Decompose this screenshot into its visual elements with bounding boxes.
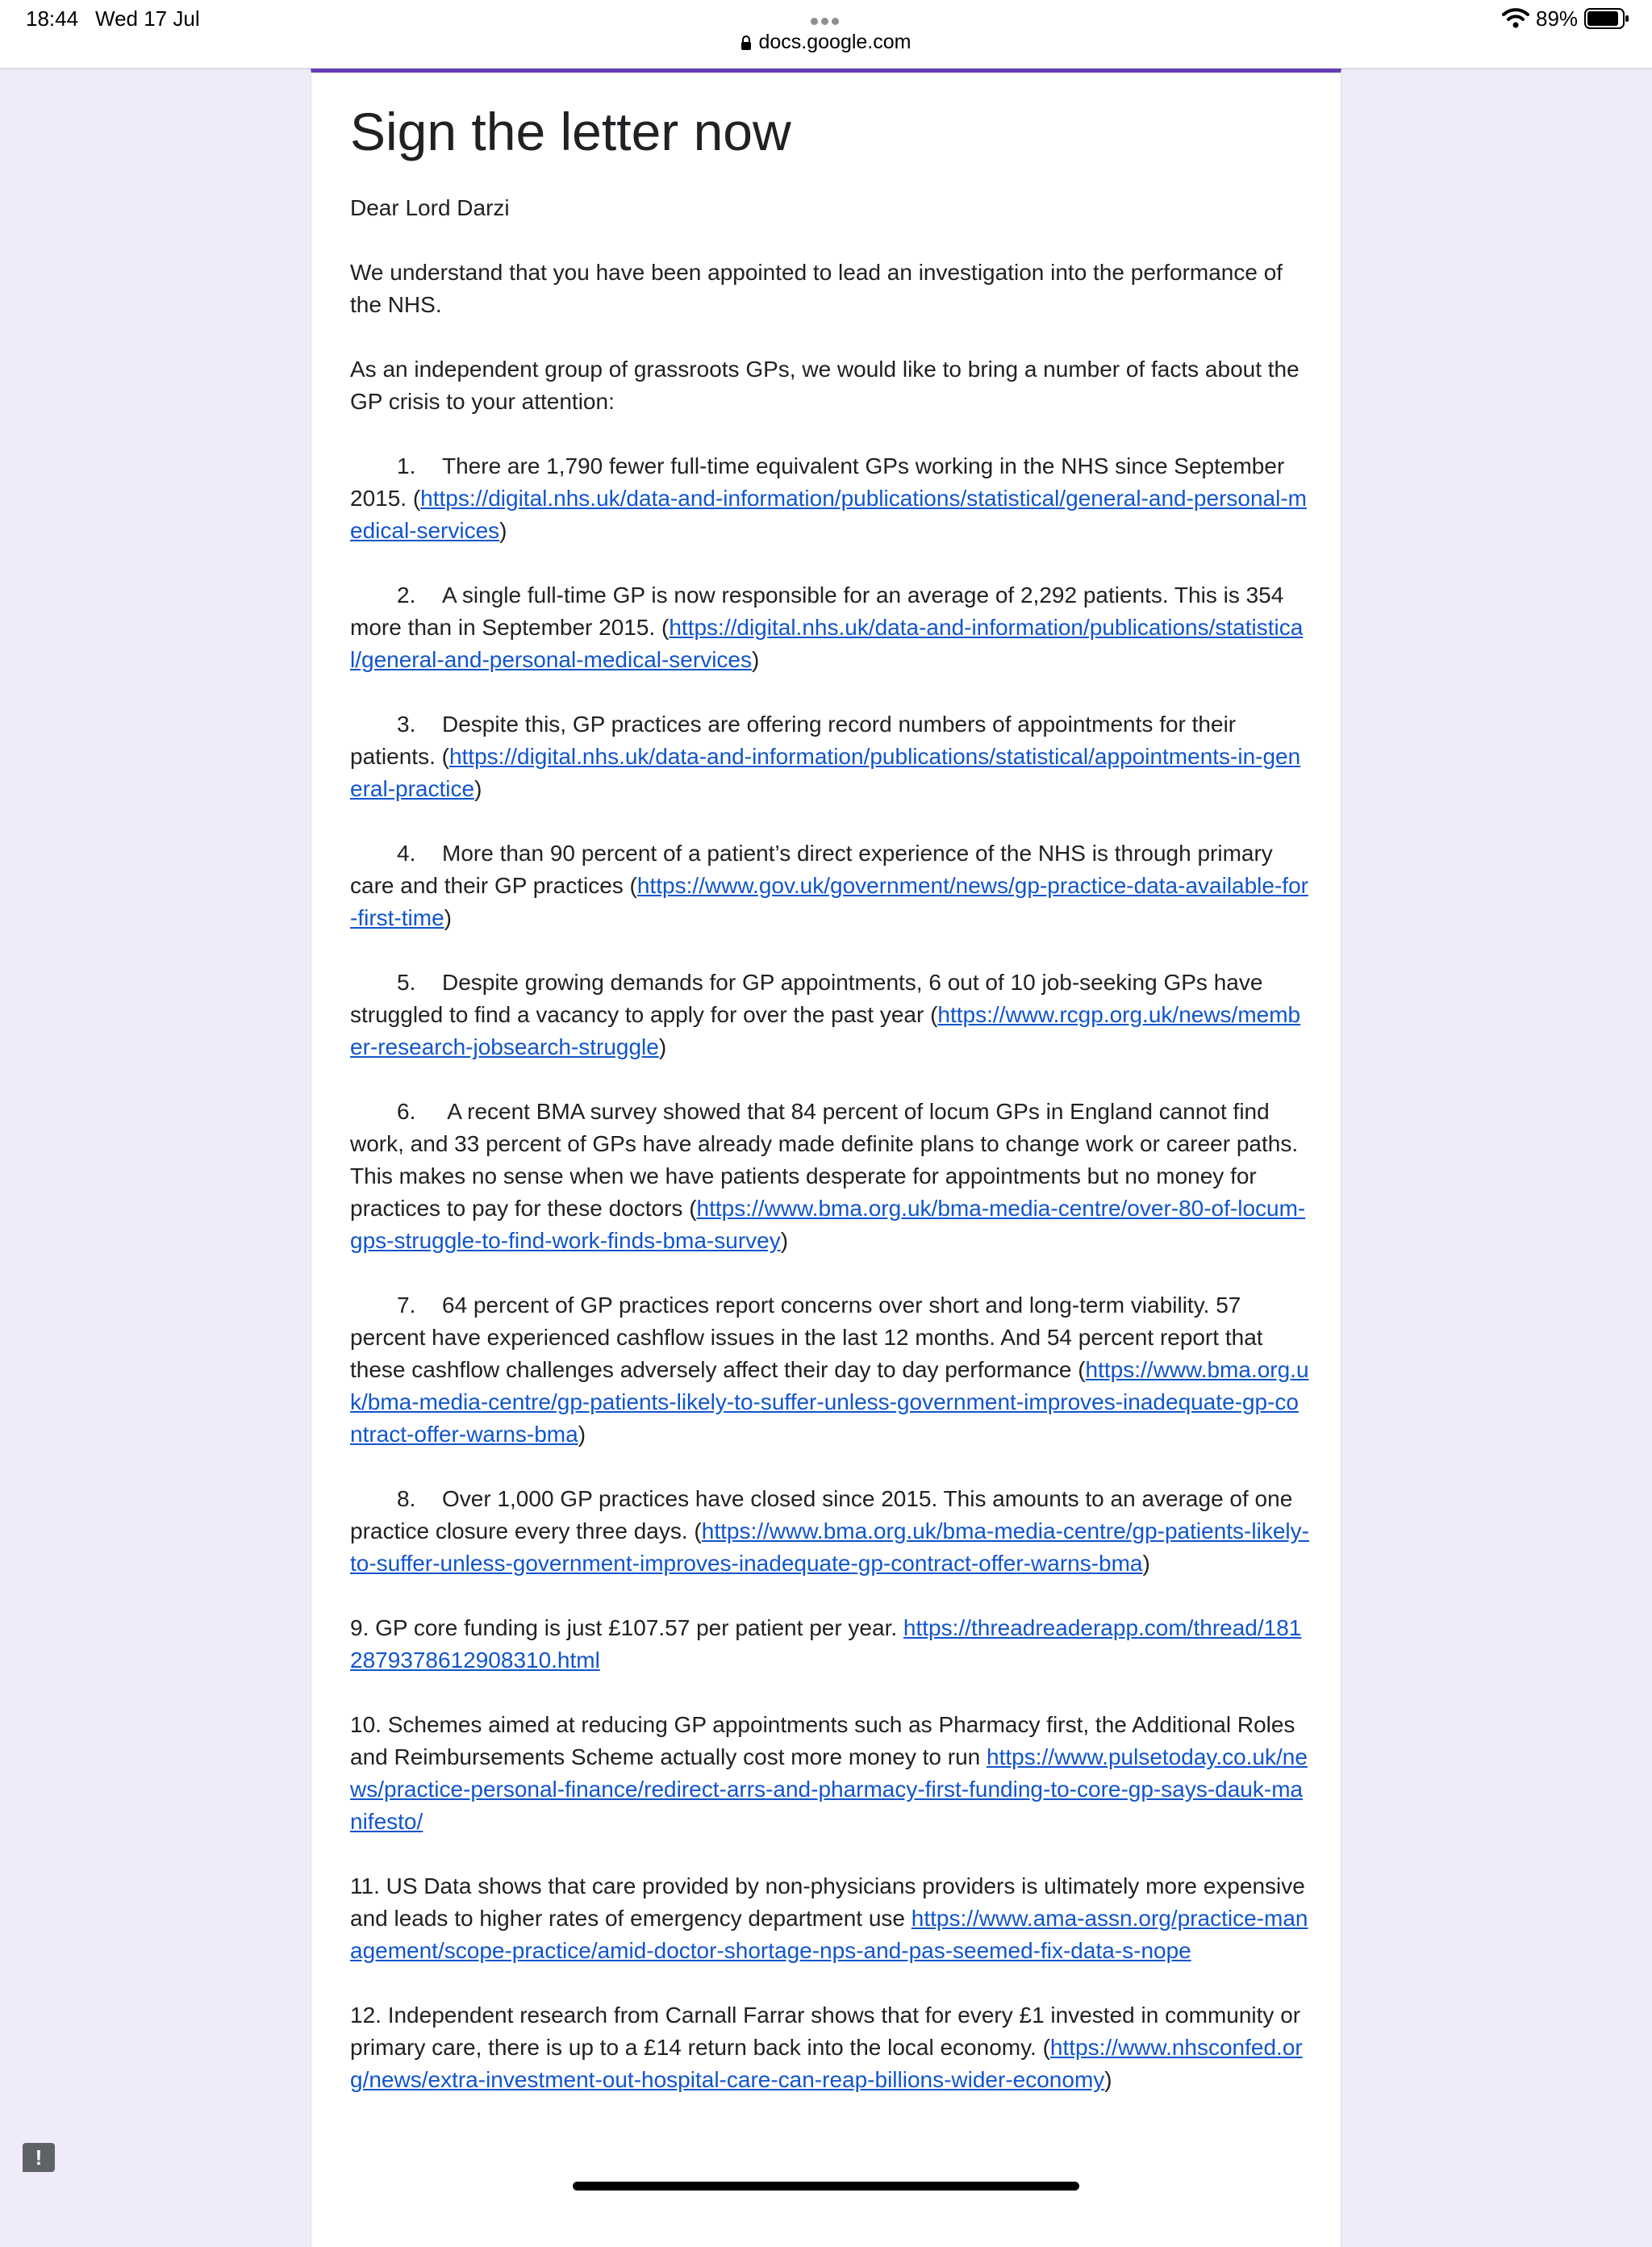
fact-item [350,450,1310,547]
fact-item [350,1483,1310,1580]
battery-icon [1584,8,1629,29]
fact-item [350,1289,1310,1451]
intro-paragraph: We understand that you have been appointed to lead an investigation into the performance of the NHS. [350,260,1283,317]
source-link[interactable]: https://www.bma.org.uk/bma-media-centre/gp-patients-likely-to-suffer-unless-government-improves-inadequate-gp-contract-offer-warns-bma [350,1518,1309,1576]
fact-text-end: ) [780,1228,789,1253]
source-link[interactable]: https://digital.nhs.uk/data-and-information/publications/statistical/appointments-in-general-practice [350,744,1301,801]
source-link[interactable]: https://www.bma.org.uk/bma-media-centre/gp-patients-likely-to-suffer-unless-government-improves-inadequate-gp-contract-offer-warns-bma [350,1357,1309,1447]
fact-text-end: ) [578,1422,586,1447]
source-link[interactable]: https://digital.nhs.uk/data-and-information/publications/statistical/general-and-personal-medical-services [350,615,1304,672]
fact-text: Despite this, GP practices are offering record numbers of appointments for their patients. ( [350,712,1237,769]
fact-text: There are 1,790 fewer full-time equivalent GPs working in the NHS since September 2015. ( [350,453,1285,511]
source-link[interactable]: https://www.bma.org.uk/bma-media-centre/over-80-of-locum-gps-struggle-to-find-work-finds-bma-survey [350,1196,1306,1253]
salutation: Dear Lord Darzi [350,195,510,220]
source-link[interactable]: https://digital.nhs.uk/data-and-information/publications/statistical/general-and-personal-medical-services [350,486,1307,543]
fact-item [350,1999,1310,2096]
status-date: Wed 17 Jul [95,6,200,31]
status-time: 18:44 [26,6,79,31]
fact-text-end: ) [752,647,760,672]
fact-text: A recent BMA survey showed that 84 percent of locum GPs in England cannot find work, and 33 percent of GPs have already made definite plans to change work or career paths. This makes no sense when we have patients desperate for appointments but no money for practices to pay for these doctors ( [350,1099,1299,1221]
fact-item [350,1709,1310,1838]
page-title: Sign the letter now [350,102,791,161]
lock-icon [740,36,752,50]
fact-number: 2. [397,583,416,608]
fact-item [350,1870,1310,1967]
fact-number: 1. [397,453,416,478]
fact-text-end: ) [1142,1551,1150,1576]
document-body [350,98,1310,2096]
fact-text: 11. US Data shows that care provided by non-physicians providers is ultimately more expensive and leads to higher rates of emergency department use [350,1873,1305,1931]
source-link[interactable]: https://www.ama-assn.org/practice-management/scope-practice/amid-doctor-shortage-nps-and-pas-seemed-fix-data-s-nope [350,1906,1308,1963]
fact-text: 64 percent of GP practices report concerns over short and long-term viability. 57 percent have experienced cashflow issues in the last 12 months. And 54 percent report that these cashflow challenges adversely affect their day to day performance ( [350,1293,1263,1382]
source-link[interactable]: https://threadreaderapp.com/thread/1812879378612908310.html [350,1615,1302,1673]
fact-text: 12. Independent research from Carnall Farrar shows that for every £1 invested in community or primary care, there is up to a £14 return back into the local economy. ( [350,2003,1301,2060]
more-options-icon[interactable] [809,15,841,29]
fact-list-continued [350,1612,1310,2096]
fact-text: 9. GP core funding is just £107.57 per patient per year. [350,1615,903,1640]
fact-text-end: ) [444,905,452,930]
home-indicator[interactable] [573,2182,1079,2191]
fact-item [350,1612,1310,1677]
fact-text: Despite growing demands for GP appointments, 6 out of 10 job-seeking GPs have struggled to find a vacancy to apply for over the past year ( [350,970,1263,1027]
fact-item [350,967,1310,1063]
fact-number: 4. [397,841,416,866]
source-link[interactable]: https://www.rcgp.org.uk/news/member-research-jobsearch-struggle [350,1002,1301,1059]
feedback-icon[interactable]: ! [23,2143,55,2172]
fact-text-end: ) [499,518,507,543]
wifi-icon [1502,6,1529,29]
fact-item [350,1096,1310,1257]
fact-item [350,708,1310,805]
fact-number: 6. [397,1099,416,1124]
fact-text: A single full-time GP is now responsible for an average of 2,292 patients. This is 354 more than in September 2015. ( [350,583,1284,640]
source-link[interactable]: https://www.pulsetoday.co.uk/news/practice-personal-finance/redirect-arrs-and-pharmacy-first-funding-to-core-gp-says-dauk-manifesto/ [350,1744,1308,1834]
fact-text-end: ) [1104,2067,1112,2092]
fact-item [350,837,1310,934]
fact-number: 5. [397,970,416,995]
fact-item [350,579,1310,676]
fact-number: 3. [397,712,416,737]
status-bar [0,0,1652,69]
battery-percent: 89% [1536,6,1579,31]
fact-number: 8. [397,1486,416,1511]
fact-text: More than 90 percent of a patient’s direct experience of the NHS is through primary care and their GP practices ( [350,841,1273,898]
fact-text-end: ) [474,776,482,801]
fact-number: 7. [397,1293,416,1318]
fact-text: Over 1,000 GP practices have closed since 2015. This amounts to an average of one practice closure every three days. ( [350,1486,1293,1543]
document-card [311,69,1341,2247]
fact-text: 10. Schemes aimed at reducing GP appointments such as Pharmacy first, the Additional Roles and Reimbursements Scheme actually cost more money to run [350,1712,1295,1769]
url-text: docs.google.com [758,31,912,53]
intro-paragraph: As an independent group of grassroots GPs, we would like to bring a number of facts about the GP crisis to your attention: [350,357,1299,414]
source-link[interactable]: https://www.nhsconfed.org/news/extra-investment-out-hospital-care-can-reap-billions-wider-economy [350,2035,1303,2092]
address-bar[interactable] [0,31,1652,54]
source-link[interactable]: https://www.gov.uk/government/news/gp-practice-data-available-for-first-time [350,873,1308,930]
fact-list [350,450,1310,1580]
fact-text-end: ) [658,1034,667,1059]
